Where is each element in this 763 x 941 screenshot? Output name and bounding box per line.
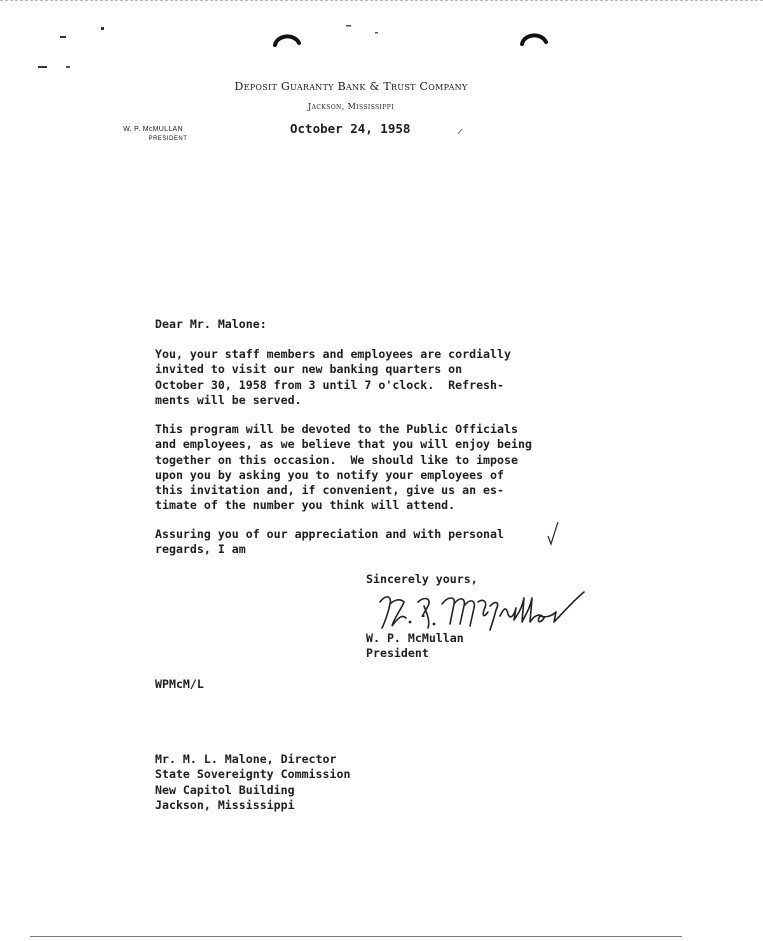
- checkmark-mark: [546, 520, 560, 546]
- body-paragraph-3: Assuring you of our appreciation and with personal regards, I am: [155, 527, 505, 557]
- executive-title: PRESIDENT: [148, 136, 188, 142]
- page-bottom-edge: [30, 936, 682, 937]
- scan-specks: [0, 0, 470, 140]
- closing: Sincerely yours,: [366, 572, 478, 586]
- bank-name: Deposit Guaranty Bank & Trust Company: [234, 80, 468, 93]
- body-paragraph-1: You, your staff members and employees are cordially invited to visit our new banking quarters on October 30, 1958 from 3 until 7 o'clock. Refresh- ments will be served.: [155, 347, 511, 407]
- signer-name: W. P. McMullan: [366, 631, 464, 645]
- bank-city: Jackson, Mississippi: [308, 102, 394, 111]
- letter-date: October 24, 1958: [290, 121, 411, 136]
- body-paragraph-2: This program will be devoted to the Public Officials and employees, as we believe that you will enjoy being together on this occasion. We should like to impose upon you by asking you to notify your employees of this invitation and, if convenient, give us an es- timate of the number you think will attend.: [155, 422, 532, 513]
- signer-title: President: [366, 646, 429, 660]
- executive-name: W. P. McMULLAN: [123, 126, 183, 133]
- binder-hole-right: [519, 30, 549, 46]
- addressee-block: Mr. M. L. Malone, Director State Sovereignty Commission New Capitol Building Jackson, Mississippi: [155, 752, 351, 812]
- handwritten-signature: [372, 588, 588, 634]
- salutation: Dear Mr. Malone:: [155, 317, 267, 331]
- reference-initials: WPMcM/L: [155, 677, 204, 691]
